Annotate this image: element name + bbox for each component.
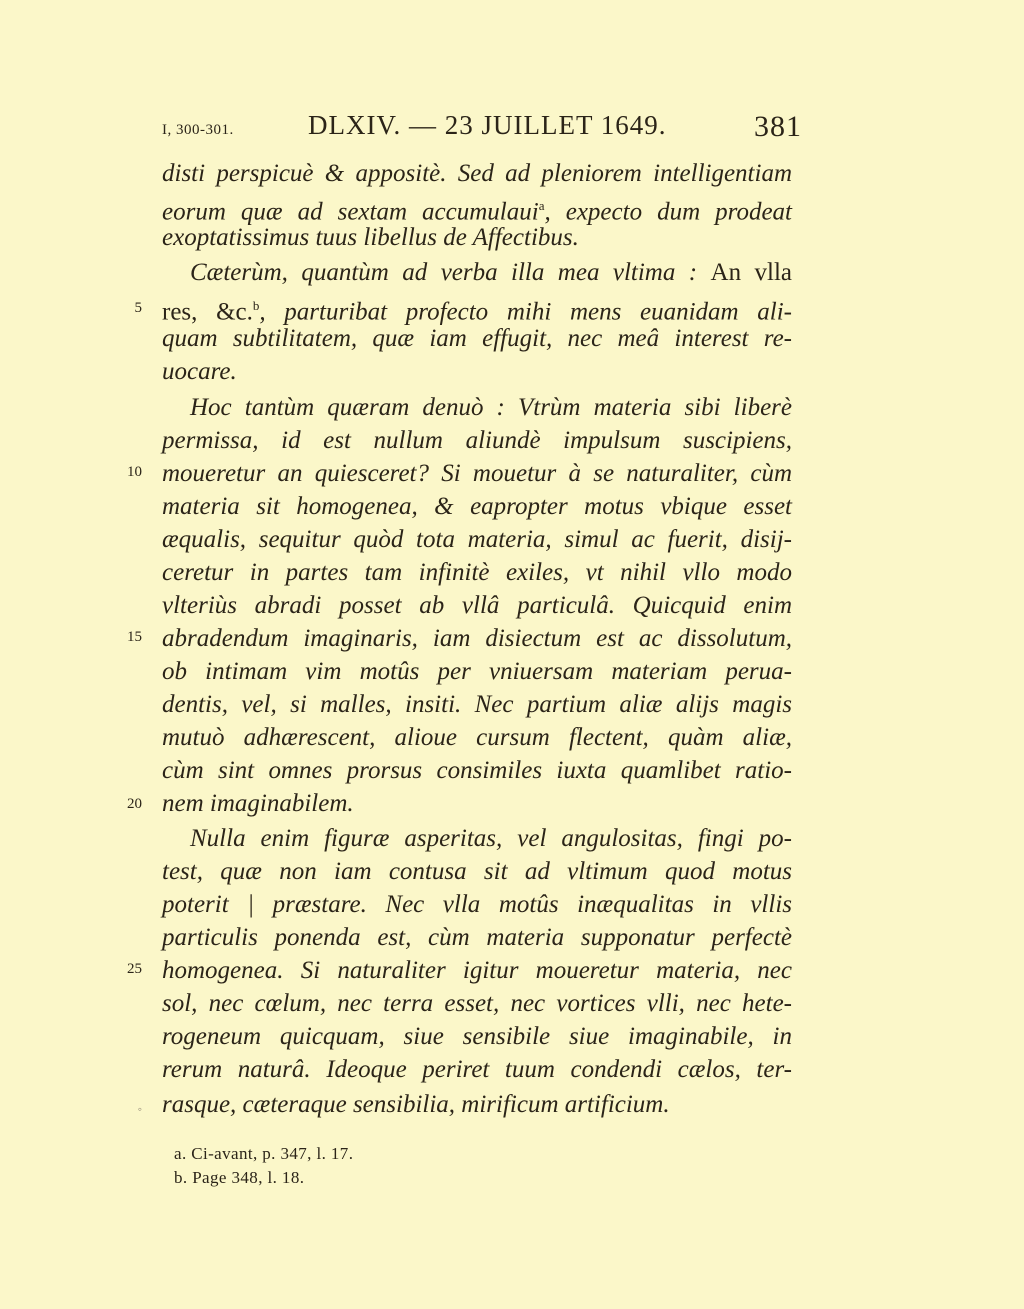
text-line: res, &c.$^b$, parturibat profecto mihi mens euanidam ali- bbox=[162, 298, 792, 326]
text-line: rogeneum quicquam, siue sensibile siue imaginabile, in bbox=[162, 1023, 792, 1050]
text-line: poterit | præstare. Nec vlla motûs inæqualitas in vllis bbox=[162, 891, 792, 918]
text-line: uocare. bbox=[162, 358, 237, 385]
text-line: Hoc tantùm quæram denuò : Vtrùm materia sibi liberè bbox=[190, 394, 792, 421]
text-line: moueretur an quiesceret? Si mouetur à se naturaliter, cùm bbox=[162, 460, 792, 487]
text-line: mutuò adhærescent, alioue cursum flectent, quàm aliæ, bbox=[162, 724, 792, 751]
footnotes bbox=[174, 1142, 353, 1190]
line-number: ◦ bbox=[137, 1102, 142, 1116]
text-line: quam subtilitatem, quæ iam effugit, nec meâ interest re- bbox=[162, 325, 792, 352]
text-line: cùm sint omnes prorsus consimiles iuxta quamlibet ratio- bbox=[162, 757, 792, 784]
text-line: disti perspicuè & appositè. Sed ad pleniorem intelligentiam bbox=[162, 160, 792, 187]
text-line: homogenea. Si naturaliter igitur moueretur materia, nec bbox=[162, 957, 792, 984]
line-number: 5 bbox=[134, 300, 142, 316]
text-line: rasque, cæteraque sensibilia, mirificum artificium. bbox=[162, 1091, 670, 1118]
line-number: 20 bbox=[127, 796, 142, 812]
footnote-b: b. Page 348, l. 18. bbox=[174, 1168, 305, 1187]
text-line: ob intimam vim motûs per vniuersam materiam perua- bbox=[162, 658, 792, 685]
text-line: ceretur in partes tam infinitè exiles, vt nihil vllo modo bbox=[162, 559, 792, 586]
text-line: test, quæ non iam contusa sit ad vltimum quod motus bbox=[162, 858, 792, 885]
text-line: Nulla enim figuræ asperitas, vel angulositas, fingi po- bbox=[190, 825, 792, 852]
text-line: dentis, vel, si malles, insiti. Nec partium aliæ alijs magis bbox=[162, 691, 792, 718]
text-line: rerum naturâ. Ideoque periret tuum condendi cælos, ter- bbox=[162, 1056, 792, 1083]
text-line: particulis ponenda est, cùm materia supponatur perfectè bbox=[162, 924, 792, 951]
text-line: materia sit homogenea, & eapropter motus vbique esset bbox=[162, 493, 792, 520]
footnote-a: a. Ci-avant, p. 347, l. 17. bbox=[174, 1144, 354, 1163]
line-number: 15 bbox=[127, 629, 142, 645]
text-line: sol, nec cœlum, nec terra esset, nec vortices vlli, nec hete- bbox=[162, 990, 792, 1017]
letter-heading: DLXIV. — 23 JUILLET 1649. bbox=[308, 110, 667, 140]
text-line: æqualis, sequitur quòd tota materia, simul ac fuerit, disij- bbox=[162, 526, 792, 553]
footnote-ref-b[interactable]: b bbox=[252, 298, 260, 313]
page-number: 381 bbox=[754, 110, 802, 143]
line-number: 25 bbox=[127, 961, 142, 977]
text-line: nem imaginabilem. bbox=[162, 790, 354, 817]
volume-reference: I, 300-301. bbox=[162, 122, 234, 138]
text-line: permissa, id est nullum aliundè impulsum suscipiens, bbox=[162, 427, 792, 454]
footnote-ref-a[interactable]: a bbox=[538, 198, 545, 213]
text-line: Cæterùm, quantùm ad verba illa mea vltima : An vlla bbox=[190, 259, 792, 286]
page-header bbox=[0, 108, 1024, 152]
text-line: exoptatissimus tuus libellus de Affectibus. bbox=[162, 224, 579, 251]
text-line: vlteriùs abradi posset ab vllâ particulâ. Quicquid enim bbox=[162, 592, 792, 619]
line-number: 10 bbox=[127, 464, 142, 480]
text-line: abradendum imaginaris, iam disiectum est ac dissolutum, bbox=[162, 625, 792, 652]
text-line: eorum quæ ad sextam accumulaui$^a$, expecto dum prodeat bbox=[162, 198, 792, 226]
